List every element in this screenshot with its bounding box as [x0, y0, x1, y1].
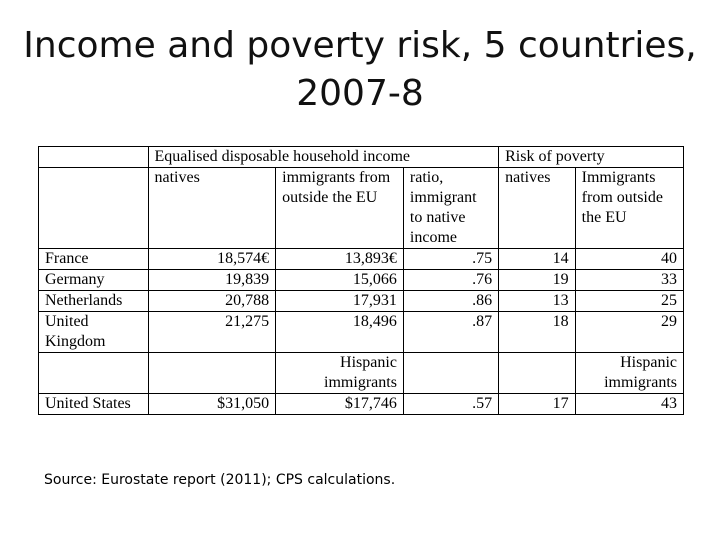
immigrants-income-cell: 15,066: [276, 270, 404, 291]
ratio-cell: .76: [403, 270, 498, 291]
immigrants-income-cell: 18,496: [276, 312, 404, 353]
poverty-natives-cell: 14: [499, 249, 576, 270]
ratio-cell: .86: [403, 291, 498, 312]
natives-header: natives: [148, 168, 276, 249]
immigrants-income-cell: $17,746: [276, 394, 404, 415]
poverty-immigrants-cell: 29: [575, 312, 683, 353]
poverty-natives-cell: 17: [499, 394, 576, 415]
hispanic-poverty-header: Hispanic immigrants: [575, 353, 683, 394]
empty-header-cell: [39, 147, 149, 168]
poverty-immigrants-cell: 33: [575, 270, 683, 291]
hispanic-income-header: Hispanic immigrants: [276, 353, 404, 394]
poverty-immigrants-header: Immigrants from outside the EU: [575, 168, 683, 249]
sub-header-row: [39, 168, 684, 249]
poverty-immigrants-cell: 43: [575, 394, 683, 415]
natives-income-cell: 19,839: [148, 270, 276, 291]
empty-cell: [39, 353, 149, 394]
immigrants-header: immigrants from outside the EU: [276, 168, 404, 249]
empty-cell: [499, 353, 576, 394]
table-row-france: [39, 249, 684, 270]
country-cell: France: [39, 249, 149, 270]
country-cell: United Kingdom: [39, 312, 149, 353]
poverty-natives-header: natives: [499, 168, 576, 249]
country-cell: United States: [39, 394, 149, 415]
group-header-row: [39, 147, 684, 168]
poverty-natives-cell: 19: [499, 270, 576, 291]
poverty-group-header: Risk of poverty: [499, 147, 684, 168]
table-row-united-states: [39, 394, 684, 415]
ratio-cell: .57: [403, 394, 498, 415]
immigrants-income-cell: 13,893€: [276, 249, 404, 270]
slide-title-line-1: Income and poverty risk, 5 countries,: [23, 25, 697, 66]
immigrants-income-cell: 17,931: [276, 291, 404, 312]
empty-header-cell: [39, 168, 149, 249]
country-cell: Netherlands: [39, 291, 149, 312]
table-row-netherlands: [39, 291, 684, 312]
poverty-immigrants-cell: 40: [575, 249, 683, 270]
table-row-united-kingdom: [39, 312, 684, 353]
natives-income-cell: $31,050: [148, 394, 276, 415]
ratio-cell: .87: [403, 312, 498, 353]
income-group-header: Equalised disposable household income: [148, 147, 499, 168]
natives-income-cell: 21,275: [148, 312, 276, 353]
natives-income-cell: 20,788: [148, 291, 276, 312]
natives-income-cell: 18,574€: [148, 249, 276, 270]
ratio-cell: .75: [403, 249, 498, 270]
slide-title-line-2: 2007-8: [296, 73, 424, 114]
empty-cell: [148, 353, 276, 394]
poverty-immigrants-cell: 25: [575, 291, 683, 312]
source-note: Source: Eurostate report (2011); CPS calculations.: [44, 472, 396, 488]
table-row-germany: [39, 270, 684, 291]
income-poverty-table: [38, 146, 684, 415]
ratio-header: ratio, immigrant to native income: [403, 168, 498, 249]
empty-cell: [403, 353, 498, 394]
us-sub-header-row: [39, 353, 684, 394]
poverty-natives-cell: 18: [499, 312, 576, 353]
poverty-natives-cell: 13: [499, 291, 576, 312]
country-cell: Germany: [39, 270, 149, 291]
